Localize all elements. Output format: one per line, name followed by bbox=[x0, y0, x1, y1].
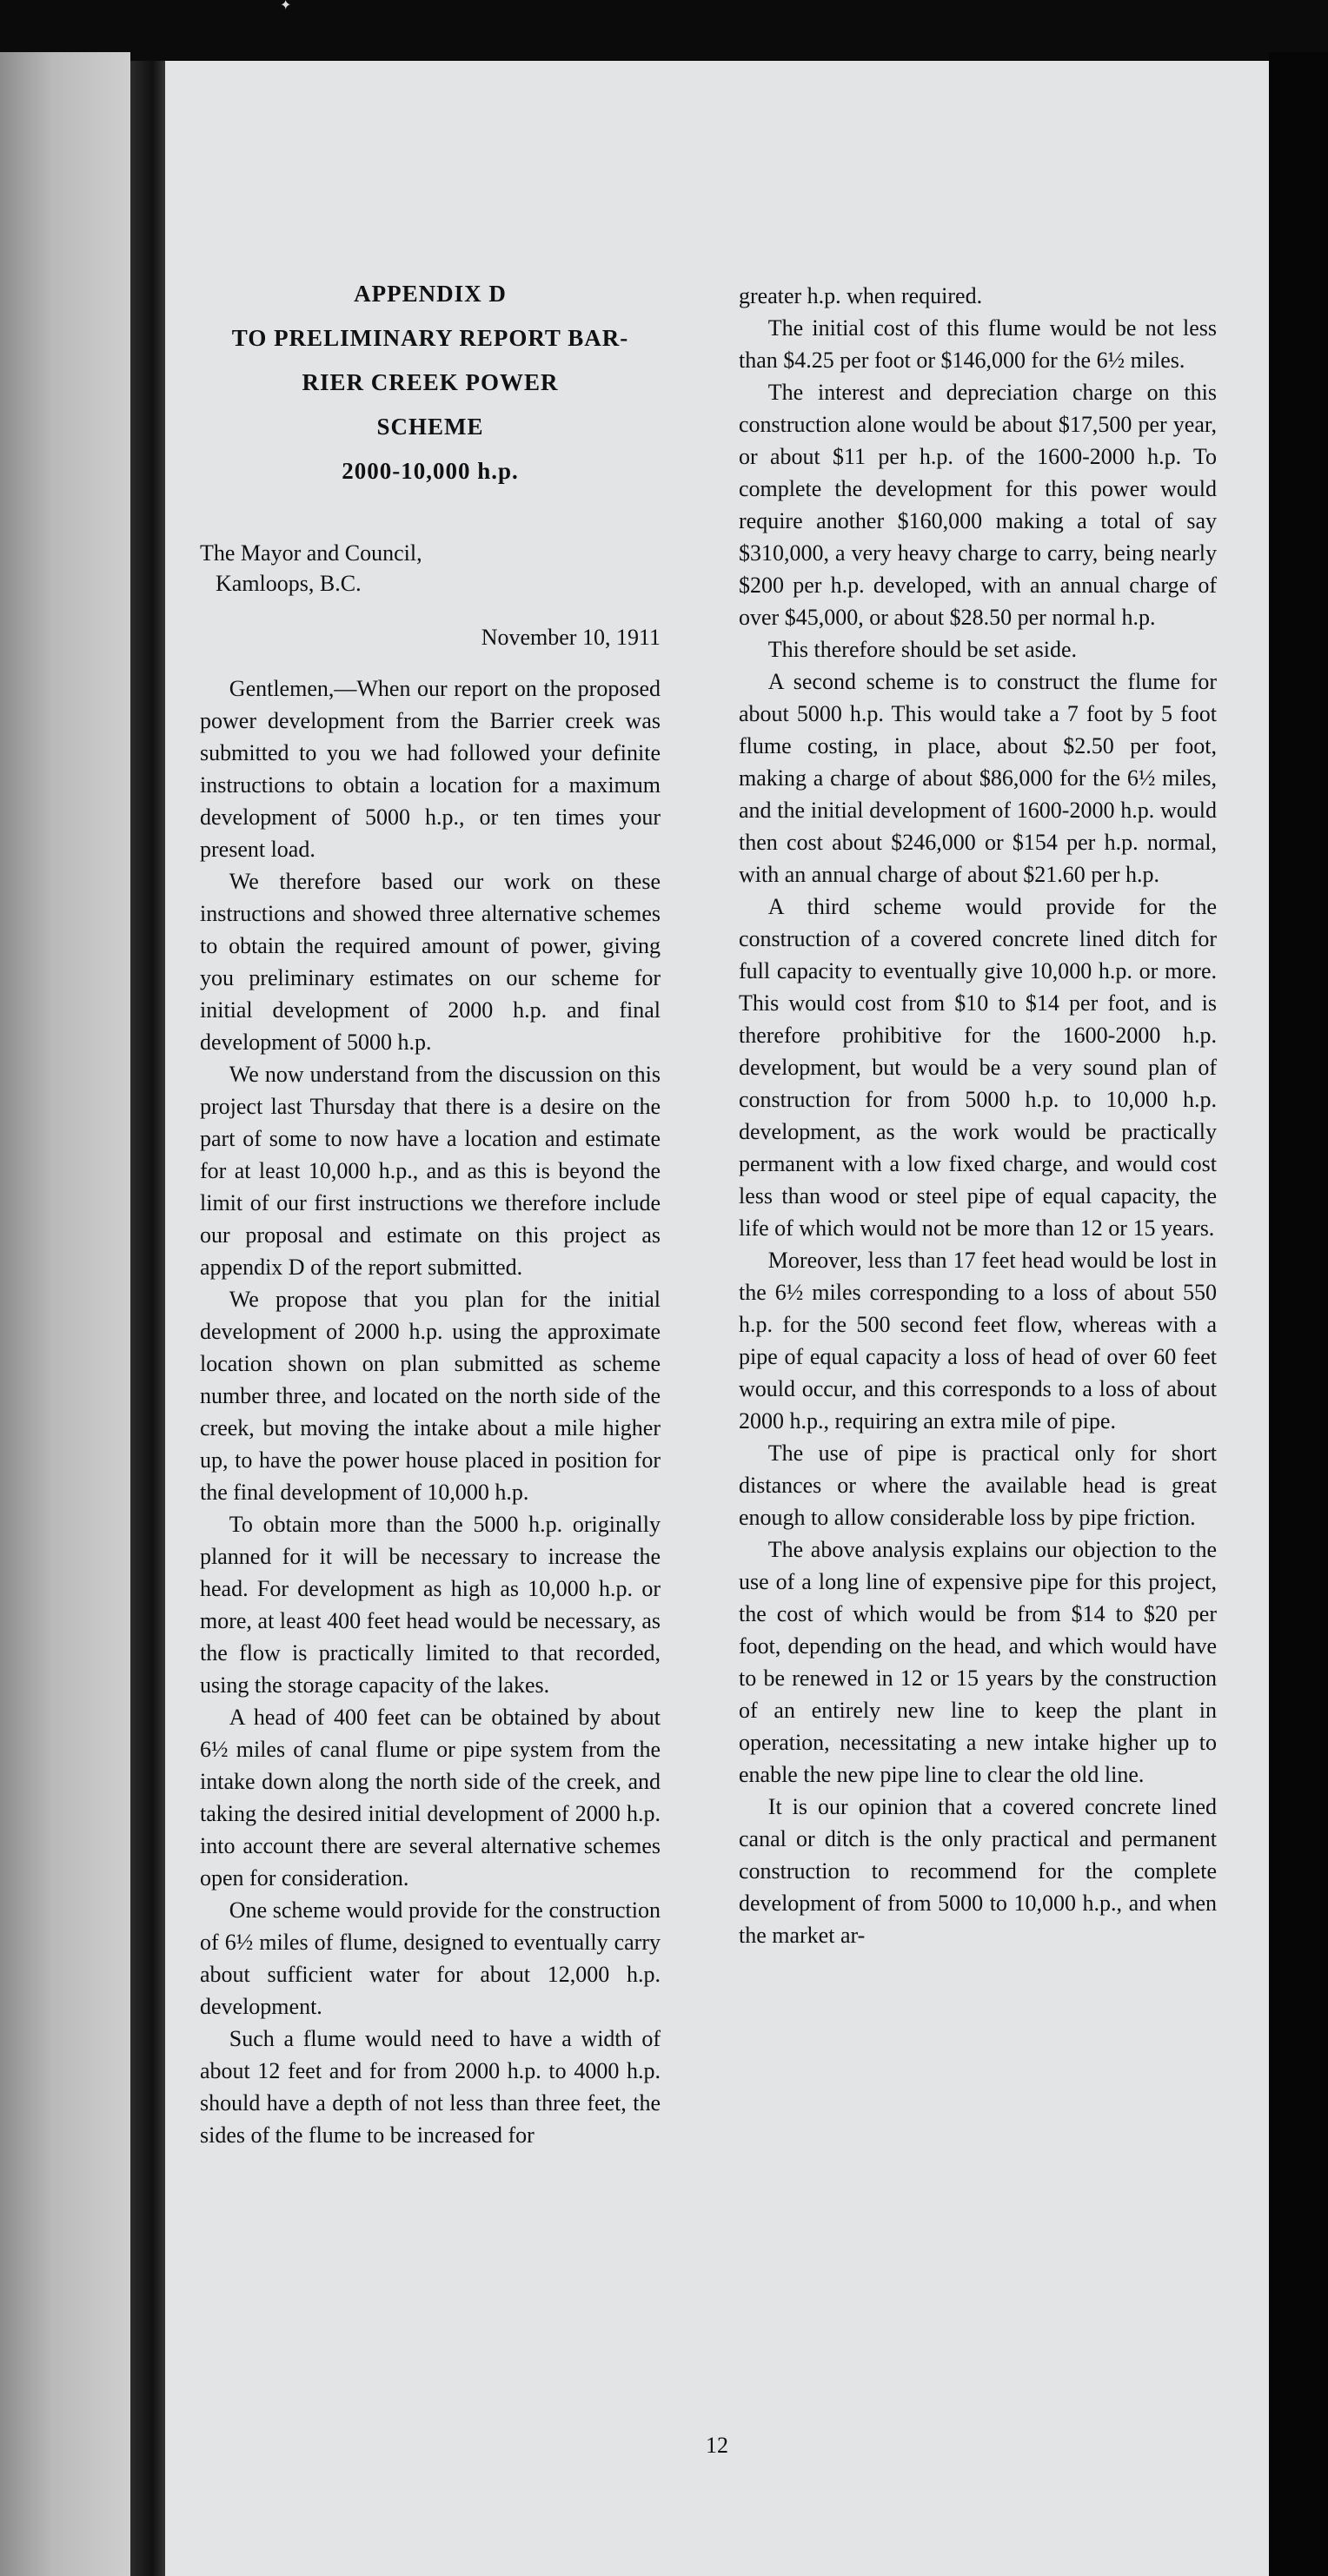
addressee-line: The Mayor and Council, bbox=[200, 540, 422, 566]
addressee bbox=[200, 538, 661, 599]
paragraph: A third scheme would provide for the construction of a covered concrete lined ditch for full capacity to eventually give 10,000 h.p. or more. This would cost from $10 to $14 per foot, and is therefore prohibitive for the 1600-2000 h.p. development, but would be a very sound plan of construction for from 5000 h.p. to 10,000 h.p. development, as the work would be practically permanent with a low fixed charge, and would cost less than wood or steel pipe of equal capacity, the life of which would not be more than 12 or 15 years. bbox=[739, 894, 1217, 1241]
addressee-line: Kamloops, B.C. bbox=[216, 571, 362, 596]
left-column bbox=[200, 61, 661, 2151]
scan-border bbox=[1269, 52, 1328, 2576]
paragraph: The use of pipe is practical only for short distances or where the available head is great enough to allow considerable loss by pipe friction. bbox=[739, 1440, 1217, 1530]
paragraph: A head of 400 feet can be obtained by about 6½ miles of canal flume or pipe system from the intake down along the north side of the creek, and taking the desired initial development of 2000 h.p. into account there are several alternative schemes open for consideration. bbox=[200, 1705, 661, 1891]
paragraph: greater h.p. when required. bbox=[739, 283, 983, 308]
paragraph: We therefore based our work on these instructions and showed three alternative schemes to obtain the required amount of power, giving you preliminary estimates on our scheme for initial development of 2000 h.p. and final development of 5000 h.p. bbox=[200, 869, 661, 1055]
title-line: RIER CREEK POWER bbox=[302, 369, 559, 395]
right-column bbox=[739, 61, 1217, 1951]
paragraph: The interest and depreciation charge on this construction alone would be about $17,500 per year, or about $11 per h.p. of the 1600-2000 h.p. To complete the development for this power would require another $160,000 making a total of say $310,000, a very heavy charge to carry, being nearly $200 per h.p. developed, with an annual charge of over $45,000, or about $28.50 per normal h.p. bbox=[739, 380, 1217, 630]
paragraph: Such a flume would need to have a width of about 12 feet and for from 2000 h.p. to 4000 h.p. should have a depth of not less than three feet, the sides of the flume to be increased for bbox=[200, 2026, 661, 2148]
title-line: APPENDIX D bbox=[354, 281, 507, 307]
title-line: TO PRELIMINARY REPORT BAR- bbox=[231, 325, 629, 351]
book-spine bbox=[130, 61, 167, 2576]
paragraph: Moreover, less than 17 feet head would be lost in the 6½ miles corresponding to a loss of about 550 h.p. for the 500 second feet flow, whereas with a pipe of equal capacity a loss of head of over 60 feet would occur, and this corresponds to a loss of about 2000 h.p., requiring an extra mile of pipe. bbox=[739, 1248, 1217, 1434]
paragraph: A second scheme is to construct the flume for about 5000 h.p. This would take a 7 foot by 5 foot flume costing, in place, about $2.50 per foot, making a charge of about $86,000 for the 6½ miles, and the initial development of 1600-2000 h.p. would then cost about $246,000 or $154 per h.p. normal, with an annual charge of about $21.60 per h.p. bbox=[739, 669, 1217, 887]
paragraph: It is our opinion that a covered concrete lined canal or ditch is the only practical and permanent construction to recommend for the complete development of from 5000 to 10,000 h.p., and when the market ar- bbox=[739, 1794, 1217, 1948]
paragraph: The initial cost of this flume would be not less than $4.25 per foot or $146,000 for the 6½ miles. bbox=[739, 315, 1217, 373]
document-title bbox=[200, 278, 661, 487]
title-line: SCHEME bbox=[376, 414, 484, 440]
letter-date: November 10, 1911 bbox=[481, 625, 661, 650]
paragraph: We now understand from the discussion on this project last Thursday that there is a desire on the part of some to now have a location and estimate for at least 10,000 h.p., and as this is beyond the limit of our first instructions we therefore include our proposal and estimate on this project as appendix D of the report submitted. bbox=[200, 1062, 661, 1280]
paragraph: We propose that you plan for the initial development of 2000 h.p. using the approximate location shown on plan submitted as scheme number three, and located on the north side of the creek, but moving the intake about a mile higher up, to have the power house placed in position for the final development of 10,000 h.p. bbox=[200, 1287, 661, 1505]
title-line: 2000-10,000 h.p. bbox=[342, 458, 519, 484]
paragraph: One scheme would provide for the construction of 6½ miles of flume, designed to eventually carry about sufficient water for about 12,000 h.p. development. bbox=[200, 1897, 661, 2019]
page-number: 12 bbox=[706, 2433, 728, 2458]
left-body bbox=[200, 672, 661, 2151]
scan-speck: ✦ bbox=[280, 0, 292, 13]
paragraph: The above analysis explains our objection to the use of a long line of expensive pipe for this project, the cost of which would be from $14 to $20 per foot, depending on the head, and which would have to be renewed in 12 or 15 years by the construction of an entirely new line to keep the plant in operation, necessitating a new intake higher up to enable the new pipe line to clear the old line. bbox=[739, 1537, 1217, 1787]
paragraph: To obtain more than the 5000 h.p. originally planned for it will be necessary to increase the head. For development as high as 10,000 h.p. or more, at least 400 feet head would be necessary, as the flow is practically limited to that recorded, using the storage capacity of the lakes. bbox=[200, 1512, 661, 1698]
paragraph: This therefore should be set aside. bbox=[767, 637, 1078, 662]
facing-page-edge bbox=[0, 52, 130, 2576]
document-page bbox=[165, 61, 1269, 2576]
paragraph: Gentlemen,—When our report on the proposed power development from the Barrier creek was submitted to you we had followed your definite instructions to obtain a location for a maximum development of 5000 h.p., or ten times your present load. bbox=[200, 676, 661, 862]
